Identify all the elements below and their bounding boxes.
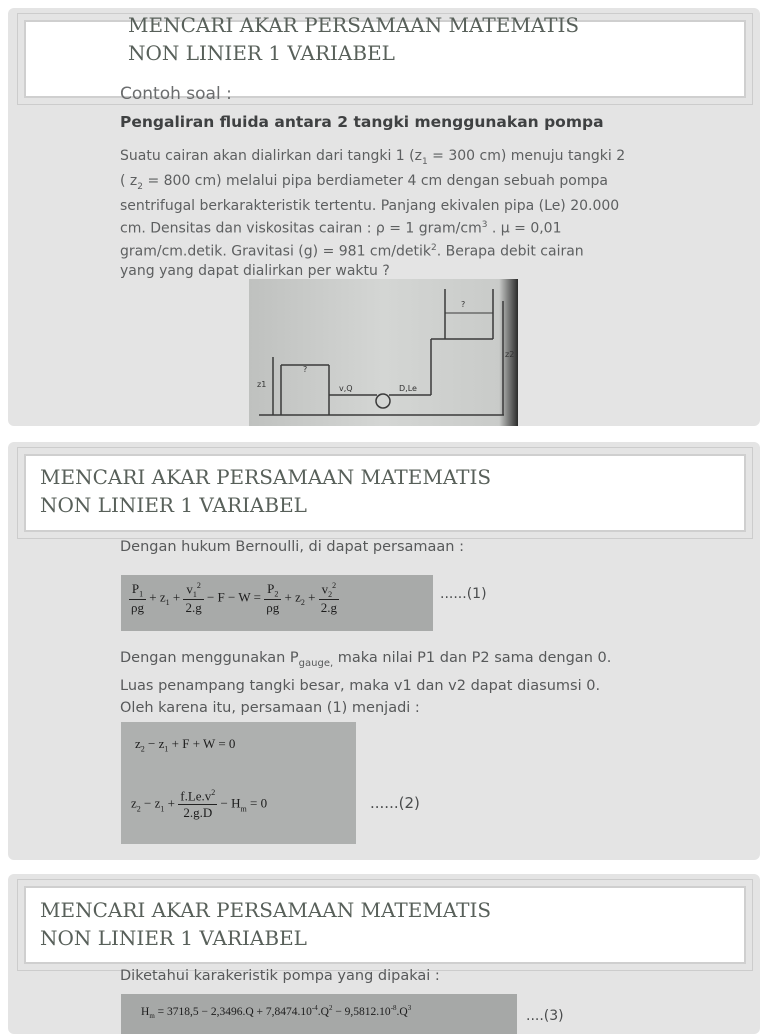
eq-term: + z xyxy=(149,589,166,605)
eq-superscript: 2 xyxy=(328,1004,333,1012)
eq-superscript: -4 xyxy=(311,1004,318,1012)
slide-1-title-line1: MENCARI AKAR PERSAMAAN MATEMATIS xyxy=(128,13,580,37)
slide-1 xyxy=(8,8,760,426)
label-z2: z2 xyxy=(505,350,515,359)
text-fragment: maka nilai P1 dan P2 sama dengan 0. xyxy=(333,650,612,666)
slide-2-intro: Dengan hukum Bernoulli, di dapat persamaan : xyxy=(120,539,464,555)
eq-subscript: m xyxy=(149,1012,155,1021)
slide-3-title-line1: MENCARI AKAR PERSAMAAN MATEMATIS xyxy=(40,898,492,922)
eq-subscript: 2 xyxy=(274,589,279,599)
eq-term: − z xyxy=(140,795,161,811)
eq-term: ρg xyxy=(131,599,144,615)
superscript: 3 xyxy=(481,220,488,231)
eq-term: + z xyxy=(284,589,301,605)
eq-superscript: 2 xyxy=(332,581,337,590)
text-fragment: = 300 cm) menuju tangki 2 xyxy=(427,148,626,164)
text-fragment: = 800 cm) melalui pipa berdiameter 4 cm dengan sebuah pompa xyxy=(143,173,608,190)
text-fragment: ( z xyxy=(120,173,138,190)
superscript: 2 xyxy=(430,243,437,254)
eq-term: .Q xyxy=(317,1005,329,1018)
eq-term: − H xyxy=(220,795,241,811)
text-fragment: gram/cm.detik. Gravitasi (g) = 981 cm/detik xyxy=(120,244,431,261)
subscript: 1 xyxy=(421,156,428,167)
eq-term: 2.g.D xyxy=(183,805,213,821)
eq-subscript: 2 xyxy=(136,804,141,814)
text-line: yang yang dapat dialirkan per waktu ? xyxy=(120,263,390,280)
eq-term: − F − W = xyxy=(206,589,261,605)
eq-term: − 9,5812.10 xyxy=(332,1005,391,1018)
subscript: gauge, xyxy=(298,657,334,669)
subscript: 2 xyxy=(137,181,143,192)
eq-term: v xyxy=(321,581,329,597)
eq-term: .Q xyxy=(396,1005,408,1018)
equation-1-image xyxy=(121,575,433,631)
eq-term: ρg xyxy=(266,599,280,615)
eq-term: + xyxy=(164,795,175,811)
text-line: Oleh karena itu, persamaan (1) menjadi : xyxy=(120,699,420,716)
eq-superscript: -8 xyxy=(390,1004,397,1012)
eq-subscript: 2 xyxy=(140,744,145,754)
slide-1-title-line2: NON LINIER 1 VARIABEL xyxy=(128,41,395,65)
slide-3-intro: Diketahui karakeristik pompa yang dipakai : xyxy=(120,968,440,984)
slide-1-problem-text xyxy=(120,147,680,282)
eq-term: 2.g xyxy=(320,599,337,615)
label-pipe: D,Le xyxy=(399,384,417,393)
eq-subscript: 2 xyxy=(300,598,305,608)
eq-term: f.Le.v xyxy=(180,788,212,804)
eq-subscript: m xyxy=(240,804,247,814)
eq-term: − z xyxy=(144,736,165,751)
eq-term: v xyxy=(186,581,193,597)
eq-term: + xyxy=(172,589,181,605)
label-unknown-2: ? xyxy=(461,300,466,309)
eq-term: H xyxy=(141,1005,150,1018)
eq-superscript: 3 xyxy=(407,1004,412,1012)
eq-superscript: 2 xyxy=(196,581,201,590)
text-fragment: cm. Densitas dan viskositas cairan : ρ = 1 gram/cm xyxy=(120,221,482,238)
text-line: sentrifugal berkarakteristik tertentu. Panjang ekivalen pipa (Le) 20.000 xyxy=(120,198,620,215)
eq-term: P xyxy=(131,581,140,597)
eq-term: 2.g xyxy=(185,599,202,615)
eq-subscript: 1 xyxy=(160,804,165,814)
slide-1-heading: Pengaliran fluida antara 2 tangki menggunakan pompa xyxy=(120,113,604,131)
eq-term: + F + W = 0 xyxy=(168,736,236,751)
eq-term: = 3718,5 − 2,3496.Q + 7,8474.10 xyxy=(154,1005,312,1018)
slide-1-subtitle: Contoh soal : xyxy=(120,84,232,104)
label-z1: z1 xyxy=(257,380,267,389)
slide-3 xyxy=(8,874,760,1034)
label-flow: v,Q xyxy=(339,384,353,393)
eq-subscript: 2 xyxy=(328,589,333,599)
equation-3-tag: ....(3) xyxy=(526,1008,564,1024)
equation-3-image xyxy=(121,994,517,1034)
equation-1-tag: ......(1) xyxy=(440,586,487,602)
eq-term: = 0 xyxy=(246,795,268,811)
eq-term: z xyxy=(135,736,141,751)
eq-subscript: 1 xyxy=(164,744,169,754)
equation-2-image xyxy=(121,722,356,844)
label-unknown-1: ? xyxy=(303,365,308,374)
eq-term: P xyxy=(267,581,275,597)
text-fragment: Dengan menggunakan P xyxy=(120,650,299,666)
eq-term: + xyxy=(308,589,316,605)
text-fragment: Suatu cairan akan dialirkan dari tangki 1 (z xyxy=(120,148,422,164)
slide-2-title-line2: NON LINIER 1 VARIABEL xyxy=(40,493,307,517)
slide-2-explanation xyxy=(120,647,611,719)
eq-superscript: 2 xyxy=(211,788,216,797)
text-fragment: . Berapa debit cairan xyxy=(436,244,584,261)
slide-3-title-line2: NON LINIER 1 VARIABEL xyxy=(40,926,307,950)
slide-2-title-line1: MENCARI AKAR PERSAMAAN MATEMATIS xyxy=(40,465,492,489)
tank-pump-diagram xyxy=(249,279,518,426)
eq-subscript: 1 xyxy=(139,589,144,599)
slide-2 xyxy=(8,442,760,860)
eq-subscript: 1 xyxy=(192,589,197,599)
eq-subscript: 1 xyxy=(165,598,170,608)
eq-term: z xyxy=(131,795,137,811)
text-fragment: . μ = 0,01 xyxy=(487,221,562,238)
equation-2-tag: ......(2) xyxy=(370,794,420,812)
text-line: Luas penampang tangki besar, maka v1 dan v2 dapat diasumsi 0. xyxy=(120,677,601,694)
